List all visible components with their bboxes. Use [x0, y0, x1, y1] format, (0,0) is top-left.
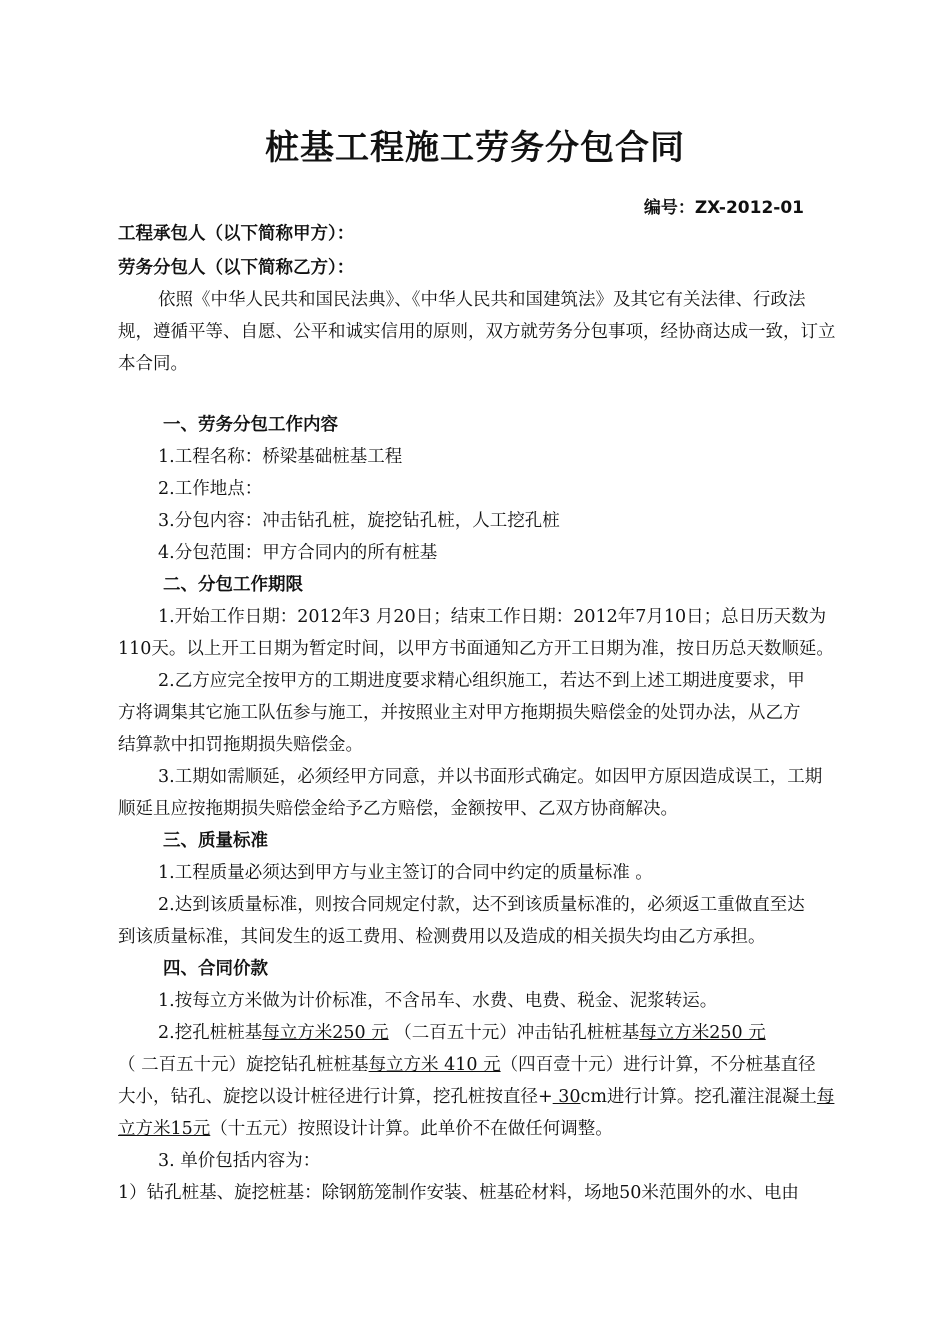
- section-4-price-line: [118, 1117, 858, 1141]
- section-2-line: 110天。以上开工日期为暂定时间，以甲方书面通知乙方开工日期为准，按日历总天数顺延。: [118, 639, 834, 659]
- section-2-line: 顺延且应按拖期损失赔偿金给予乙方赔偿，金额按甲、乙双方协商解决。: [118, 799, 678, 819]
- party-b-label: 劳务分包人（以下简称乙方）：: [118, 258, 355, 278]
- section-3-heading: 三、质量标准: [163, 831, 268, 851]
- price-text: （四百壹十元）进行计算，不分桩基直径: [500, 1055, 816, 1075]
- section-2-line: 2.乙方应完全按甲方的工期进度要求精心组织施工，若达不到上述工期进度要求，甲: [158, 671, 805, 691]
- intro-line-2: 规，遵循平等、自愿、公平和诚实信用的原则，双方就劳务分包事项，经协商达成一致，订立: [118, 322, 836, 342]
- price-text: （二百五十元）冲击钻孔桩桩基: [388, 1023, 640, 1043]
- section-3-line: 到该质量标准，其间发生的返工费用、检测费用以及造成的相关损失均由乙方承担。: [118, 927, 766, 947]
- section-3-line: 2.达到该质量标准，则按合同规定付款，达不到该质量标准的，必须返工重做直至达: [158, 895, 805, 915]
- diameter-value-underlined: 30: [552, 1087, 581, 1107]
- section-1-item: 2.工作地点：: [158, 479, 263, 499]
- section-1-item: 1.工程名称：桥梁基础桩基工程: [158, 447, 403, 467]
- intro-line-1: 依照《中华人民共和国民法典》、《中华人民共和国建筑法》及其它有关法律、行政法: [158, 290, 806, 310]
- section-1-item: 3.分包内容：冲击钻孔桩，旋挖钻孔桩，人工挖孔桩: [158, 511, 560, 531]
- price-value-underlined: 每立方米 410 元: [368, 1055, 501, 1075]
- section-2-line: 1.开始工作日期：2012年3 月20日；结束工作日期：2012年7月10日；总日历天数为: [158, 607, 827, 627]
- price-value-underlined: 每立方米250 元: [262, 1023, 389, 1043]
- section-2-line: 3.工期如需顺延，必须经甲方同意，并以书面形式确定。如因甲方原因造成误工，工期: [158, 767, 823, 787]
- section-2-line: 方将调集其它施工队伍参与施工，并按照业主对甲方拖期损失赔偿金的处罚办法，从乙方: [118, 703, 801, 723]
- price-text: cm进行计算。挖孔灌注混凝土: [580, 1087, 817, 1107]
- section-4-line: 1）钻孔桩基、旋挖桩基：除钢筋笼制作安装、桩基砼材料，场地50米范围外的水、电由: [118, 1183, 799, 1203]
- price-value-underlined: 每: [816, 1087, 835, 1107]
- document-number: 编号：ZX-2012-01: [643, 198, 804, 218]
- price-text: （ 二百五十元）旋挖钻孔桩桩基: [118, 1055, 369, 1075]
- section-1-item: 4.分包范围：甲方合同内的所有桩基: [158, 543, 438, 563]
- price-text: 大小，钻孔、旋挖以设计桩径进行计算，挖孔桩按直径+: [118, 1087, 553, 1107]
- document-title: 桩基工程施工劳务分包合同: [265, 128, 685, 168]
- section-2-heading: 二、分包工作期限: [163, 575, 303, 595]
- section-4-price-line: [118, 1085, 858, 1109]
- price-text: （十五元）按照设计计算。此单价不在做任何调整。: [210, 1119, 613, 1139]
- price-text: 2.挖孔桩桩基: [158, 1023, 263, 1043]
- intro-line-3: 本合同。: [118, 354, 188, 374]
- section-4-line: 3. 单价包括内容为：: [158, 1151, 321, 1171]
- section-4-heading: 四、合同价款: [163, 959, 268, 979]
- party-a-label: 工程承包人（以下简称甲方）：: [118, 224, 355, 244]
- section-4-line: 1.按每立方米做为计价标准，不含吊车、水费、电费、税金、泥浆转运。: [158, 991, 718, 1011]
- section-3-line: 1.工程质量必须达到甲方与业主签订的合同中约定的质量标准 。: [158, 863, 653, 883]
- section-4-price-line: [118, 1053, 858, 1077]
- price-value-underlined: 立方米15元: [118, 1119, 211, 1139]
- section-2-line: 结算款中扣罚拖期损失赔偿金。: [118, 735, 363, 755]
- section-1-heading: 一、劳务分包工作内容: [163, 415, 338, 435]
- section-4-price-line: [158, 1021, 858, 1045]
- price-value-underlined: 每立方米250 元: [639, 1023, 766, 1043]
